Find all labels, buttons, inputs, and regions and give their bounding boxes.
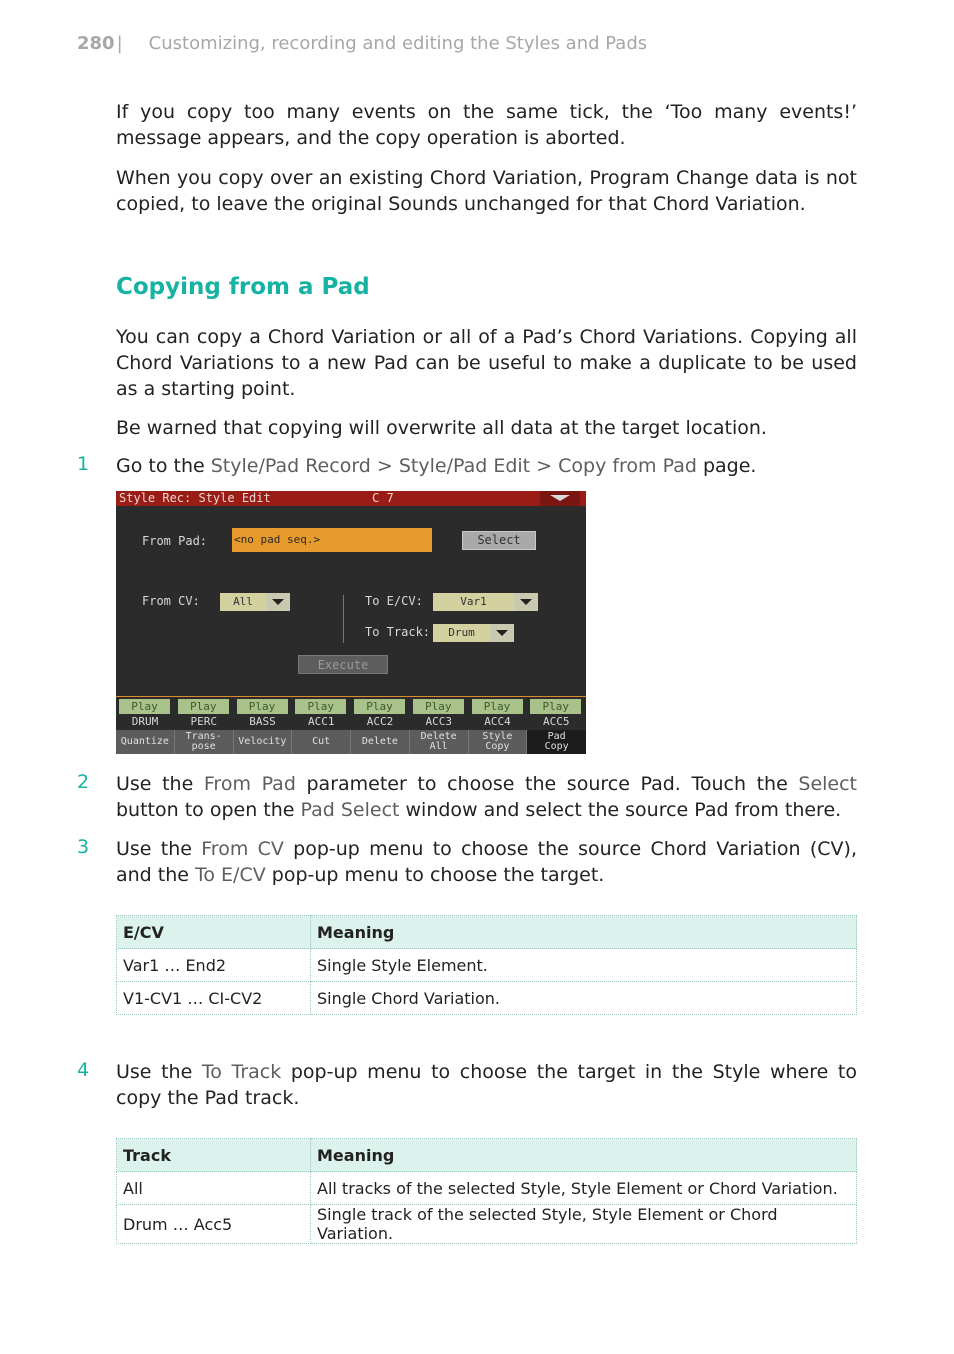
play-button[interactable]: Play	[530, 699, 581, 714]
to-track-value: Drum	[433, 624, 490, 642]
tab-quantize[interactable]	[116, 730, 175, 754]
column-header: E/CV	[117, 916, 311, 949]
from-cv-label: From CV:	[142, 594, 200, 608]
step-2-text	[116, 771, 857, 823]
tab-cut[interactable]	[292, 730, 351, 754]
track-acc3	[410, 697, 468, 730]
step-text: window and select the source Pad from there.	[399, 799, 842, 821]
table-cell: All tracks of the selected Style, Style Element or Chord Variation.	[311, 1172, 857, 1205]
page-number: 280	[77, 33, 115, 54]
track-table	[116, 1138, 857, 1244]
track-acc1	[292, 697, 350, 730]
table-row	[117, 1172, 857, 1205]
table-cell: Single track of the selected Style, Style Element or Chord Variation.	[311, 1205, 857, 1244]
step-4-text	[116, 1059, 857, 1111]
tab-delete-all[interactable]	[410, 730, 469, 754]
track-name: BASS	[249, 715, 276, 728]
tab-bar	[116, 730, 586, 754]
step-text: page.	[696, 455, 757, 477]
play-button[interactable]: Play	[472, 699, 523, 714]
track-name: ACC4	[484, 715, 511, 728]
menu-arrow-icon[interactable]	[540, 491, 580, 506]
button-name: Select	[798, 773, 858, 795]
play-button[interactable]: Play	[178, 699, 229, 714]
table-cell: Single Style Element.	[311, 949, 857, 982]
column-header: Track	[117, 1139, 311, 1172]
tab-label: Delete	[420, 731, 457, 742]
tab-label: Delete	[361, 736, 398, 747]
tab-label: Velocity	[238, 736, 287, 747]
from-pad-label: From Pad:	[142, 534, 208, 548]
header-separator: |	[116, 33, 123, 54]
from-pad-field[interactable]: <no pad seq.>	[232, 528, 432, 552]
tab-label: All	[429, 741, 448, 752]
step-text: parameter to choose the source Pad. Touch the	[295, 773, 799, 795]
step-number: 2	[77, 771, 90, 793]
table-row	[117, 982, 857, 1015]
tab-label: Trans-	[185, 731, 222, 742]
chevron-down-icon	[514, 593, 538, 611]
column-header: Meaning	[311, 1139, 857, 1172]
step-text: Use the	[116, 1061, 202, 1083]
column-header: Meaning	[311, 916, 857, 949]
step-3-text	[116, 836, 857, 888]
to-ecv-label: To E/CV:	[365, 594, 423, 608]
from-cv-popup[interactable]	[220, 593, 290, 611]
track-perc	[175, 697, 233, 730]
step-1-text	[116, 453, 857, 479]
play-button[interactable]: Play	[119, 699, 170, 714]
from-cv-value: All	[220, 593, 266, 611]
tab-label: pose	[191, 741, 216, 752]
chord-indicator: C 7	[372, 491, 394, 505]
to-track-popup[interactable]	[433, 624, 514, 642]
tab-label: Copy	[485, 741, 510, 752]
track-name: DRUM	[131, 715, 159, 728]
parameter-name: From CV	[201, 838, 284, 860]
table-cell: V1-CV1 … CI-CV2	[117, 982, 311, 1015]
track-acc4	[469, 697, 527, 730]
step-text: pop-up menu to choose the source Chord Variation (CV), and the	[116, 838, 857, 886]
window-name: Pad Select	[300, 799, 400, 821]
track-name: ACC2	[366, 715, 394, 728]
play-button[interactable]: Play	[295, 699, 346, 714]
to-track-label: To Track:	[365, 625, 431, 639]
track-name: ACC5	[543, 715, 570, 728]
track-name: ACC1	[308, 715, 335, 728]
table-cell: Single Chord Variation.	[311, 982, 857, 1015]
track-drum	[116, 697, 174, 730]
play-button[interactable]: Play	[354, 699, 405, 714]
copy-from-pad-screen	[116, 491, 586, 754]
step-text: Go to the	[116, 455, 211, 477]
track-bass	[234, 697, 292, 730]
paragraph-warning: Be warned that copying will overwrite all data at the target location.	[116, 417, 767, 439]
tab-label: Pad	[547, 731, 566, 742]
step-number: 3	[77, 836, 90, 858]
track-name: ACC3	[425, 715, 452, 728]
table-cell: All	[117, 1172, 311, 1205]
tab-delete[interactable]	[351, 730, 410, 754]
play-button[interactable]: Play	[413, 699, 464, 714]
tab-velocity[interactable]	[234, 730, 293, 754]
execute-button[interactable]: Execute	[298, 655, 388, 674]
parameter-name: From Pad	[203, 773, 296, 795]
table-row	[117, 1205, 857, 1244]
paragraph-intro: You can copy a Chord Variation or all of a Pad’s Chord Variations. Copying all Chord Variations to a new Pad can be useful to make a duplicate to be used as a starting point.	[116, 326, 857, 400]
tab-transpose[interactable]	[175, 730, 234, 754]
table-row	[117, 949, 857, 982]
step-number: 4	[77, 1059, 90, 1081]
screen-title: Style Rec: Style Edit	[119, 491, 271, 505]
step-text: Use the	[116, 838, 202, 860]
step-text: Use the	[116, 773, 204, 795]
screen-title-bar	[116, 491, 586, 506]
menu-path: Style/Pad Record > Style/Pad Edit > Copy from Pad	[210, 455, 697, 477]
tab-pad-copy[interactable]	[527, 730, 586, 754]
paragraph-program-change: When you copy over an existing Chord Variation, Program Change data is not copied, to leave the original Sounds unchanged for that Chord Variation.	[116, 167, 857, 215]
step-text: pop-up menu to choose the target.	[265, 864, 605, 886]
table-cell: Drum … Acc5	[117, 1205, 311, 1244]
divider	[343, 595, 344, 643]
section-heading: Copying from a Pad	[116, 274, 370, 300]
step-number: 1	[77, 453, 90, 475]
track-acc2	[351, 697, 409, 730]
tab-label: Quantize	[120, 736, 169, 747]
table-header-row	[117, 1139, 857, 1172]
chevron-down-icon	[490, 624, 514, 642]
to-ecv-value: Var1	[433, 593, 514, 611]
tab-label: Cut	[312, 736, 331, 747]
tab-label: Copy	[544, 741, 569, 752]
parameter-name: To E/CV	[195, 864, 266, 886]
track-name: PERC	[190, 715, 217, 728]
parameter-name: To Track	[201, 1061, 282, 1083]
step-text: pop-up menu to choose the target in the Style where to copy the Pad track.	[116, 1061, 857, 1109]
table-header-row	[117, 916, 857, 949]
select-button[interactable]: Select	[462, 531, 536, 550]
play-button[interactable]: Play	[237, 699, 288, 714]
ecv-table	[116, 915, 857, 1015]
page-header	[77, 33, 647, 54]
chapter-title: Customizing, recording and editing the Styles and Pads	[148, 33, 648, 54]
chevron-down-icon	[266, 593, 290, 611]
paragraph-too-many-events: If you copy too many events on the same tick, the ‘Too many events!’ message appears, and the copy operation is aborted.	[116, 101, 857, 149]
tab-label: Style	[482, 731, 513, 742]
tab-style-copy[interactable]	[469, 730, 528, 754]
to-ecv-popup[interactable]	[433, 593, 538, 611]
table-cell: Var1 … End2	[117, 949, 311, 982]
track-acc5	[527, 697, 585, 730]
step-text: button to open the	[116, 799, 301, 821]
